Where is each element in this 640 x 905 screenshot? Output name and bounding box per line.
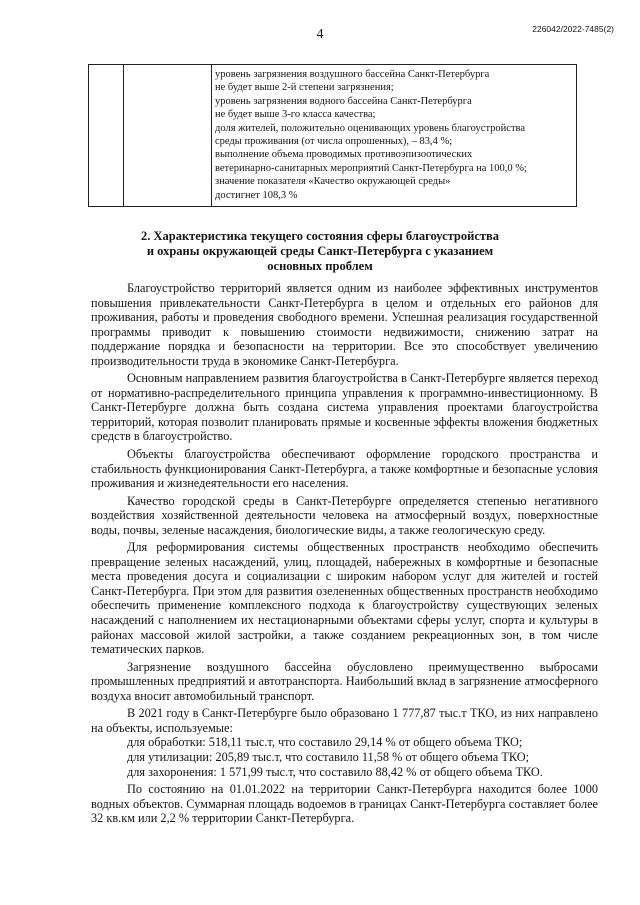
section-title-line: основных проблем: [267, 259, 373, 274]
paragraph: Объекты благоустройства обеспечивают оформление городского пространства и стабильность функционирования Санкт-Петербурга, а также комфортные и безопасные условия проживания и жизнедеятельности его населения.: [91, 447, 598, 491]
table-line: выполнение объема проводимых противоэпизоотических: [215, 149, 473, 161]
goals-table: [88, 64, 577, 207]
page-number: 4: [316, 27, 324, 42]
table-line: не будет выше 2-й степени загрязнения;: [215, 82, 394, 94]
paragraph: В 2021 году в Санкт-Петербурге было образовано 1 777,87 тыс.т ТКО, из них направлено на объекты, используемые:: [91, 706, 598, 735]
section-title: [0, 229, 640, 275]
list-item: для утилизации: 205,89 тыс.т, что составило 11,58 % от общего объема ТКО;: [127, 749, 530, 764]
table-line: значение показателя «Качество окружающей среды»: [215, 176, 451, 188]
table-line: уровень загрязнения водного бассейна Санкт-Петербурга: [215, 95, 472, 107]
paragraph: Благоустройство территорий является одним из наиболее эффективных инструментов повышения привлекательности Санкт-Петербурга в целом и отдельных его районов для проживания, работы и проведения свободного времени. Успешная реализация государственной программы приводит к повышению стоимости недвижимости, снижению затрат на поддержание порядка и безопасности на территории. Все это способствует увеличению производительности труда в экономике Санкт-Петербурга.: [91, 281, 598, 368]
section-title-line: и охраны окружающей среды Санкт-Петербурга с указанием: [146, 244, 494, 259]
paragraph: Основным направлением развития благоустройства в Санкт-Петербурге является переход от нормативно-распределительного принципа управления к программно-инвестиционному. В Санкт-Петербурге должна быть создана система управления проектами благоустройства территорий, которая позволит планировать прямые и косвенные эффекты вложения бюджетных средств в благоустройство.: [91, 371, 598, 444]
paragraph: Для реформирования системы общественных пространств необходимо обеспечить превращение зеленых насаждений, улиц, площадей, набережных в комфортные и безопасные места проведения досуга и социализации с широким набором услуг для жителей и гостей Санкт-Петербурга. При этом для развития озелененных общественных пространств необходимо обеспечить применение комплексного подхода к благоустройству существующих зеленых насаждений с наполнением их нестационарными объектами сферы услуг, спорта и культуры в районах массовой жилой застройки, а также созданием рекреационных зон, в том числе тематических парков.: [91, 540, 598, 657]
paragraph: Качество городской среды в Санкт-Петербурге определяется степенью негативного воздействия хозяйственной деятельности человека на атмосферный воздух, поверхностные воды, почвы, зеленые насаждения, биологические виды, а также геологическую среду.: [91, 493, 598, 537]
table-line: доля жителей, положительно оценивающих уровень благоустройства: [215, 122, 526, 134]
section-body: [91, 281, 598, 829]
table-col-content: [212, 65, 576, 206]
table-col-name: [124, 65, 212, 206]
table-line: ветеринарно-санитарных мероприятий Санкт-Петербурга на 100,0 %;: [215, 162, 527, 174]
paragraph: Загрязнение воздушного бассейна обусловлено преимущественно выбросами промышленных предприятий и автотранспорта. Наибольший вклад в загрязнение атмосферного воздуха вносит автомобильный транспорт.: [91, 659, 598, 703]
table-line: уровень загрязнения воздушного бассейна Санкт-Петербурга: [215, 69, 490, 80]
table-col-number: [89, 65, 124, 206]
list-item: для захоронения: 1 571,99 тыс.т, что составило 88,42 % от общего объема ТКО.: [127, 764, 543, 779]
section-title-line: 2. Характеристика текущего состояния сферы благоустройства: [140, 229, 500, 243]
list-item: для обработки: 518,11 тыс.т, что составило 29,14 % от общего объема ТКО;: [127, 735, 523, 750]
table-line: среды проживания (от числа опрошенных), – 83,4 %;: [215, 136, 453, 148]
table-line: достигнет 108,3 %: [215, 189, 298, 201]
document-id: 226042/2022-7485(2): [532, 24, 614, 34]
paragraph: По состоянию на 01.01.2022 на территории Санкт-Петербурга находится более 1000 водных объектов. Суммарная площадь водоемов в границах Санкт-Петербурга составляет более 32 кв.км или 2,2 % территории Санкт-Петербурга.: [91, 782, 598, 826]
table-line: не будет выше 3-го класса качества;: [215, 109, 376, 121]
